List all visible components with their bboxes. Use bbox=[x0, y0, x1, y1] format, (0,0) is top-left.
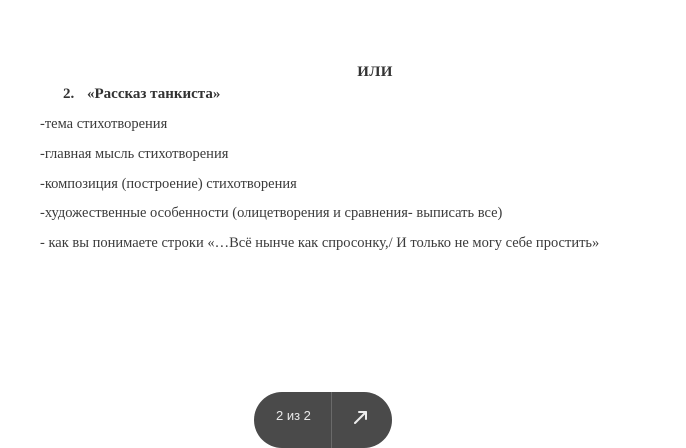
task-line-composition: -композиция (построение) стихотворения bbox=[40, 176, 297, 192]
task-line-theme: -тема стихотворения bbox=[40, 116, 168, 132]
item-title bbox=[63, 86, 220, 103]
item-number: 2. bbox=[63, 86, 75, 102]
page-navigator bbox=[254, 392, 392, 448]
page-counter: 2 из 2 bbox=[276, 408, 311, 423]
task-line-quote-question: - как вы понимаете строки «…Всё нынче как спросонку,/ И только не могу себе простить» bbox=[40, 235, 600, 251]
item-title-text: «Рассказ танкиста» bbox=[87, 86, 221, 102]
task-line-main-idea: -главная мысль стихотворения bbox=[40, 146, 229, 162]
pager-divider bbox=[331, 392, 332, 448]
task-line-artistic-features: -художественные особенности (олицетворения и сравнения- выписать все) bbox=[40, 205, 503, 221]
expand-icon[interactable] bbox=[350, 406, 372, 428]
or-heading: ИЛИ bbox=[357, 64, 393, 80]
